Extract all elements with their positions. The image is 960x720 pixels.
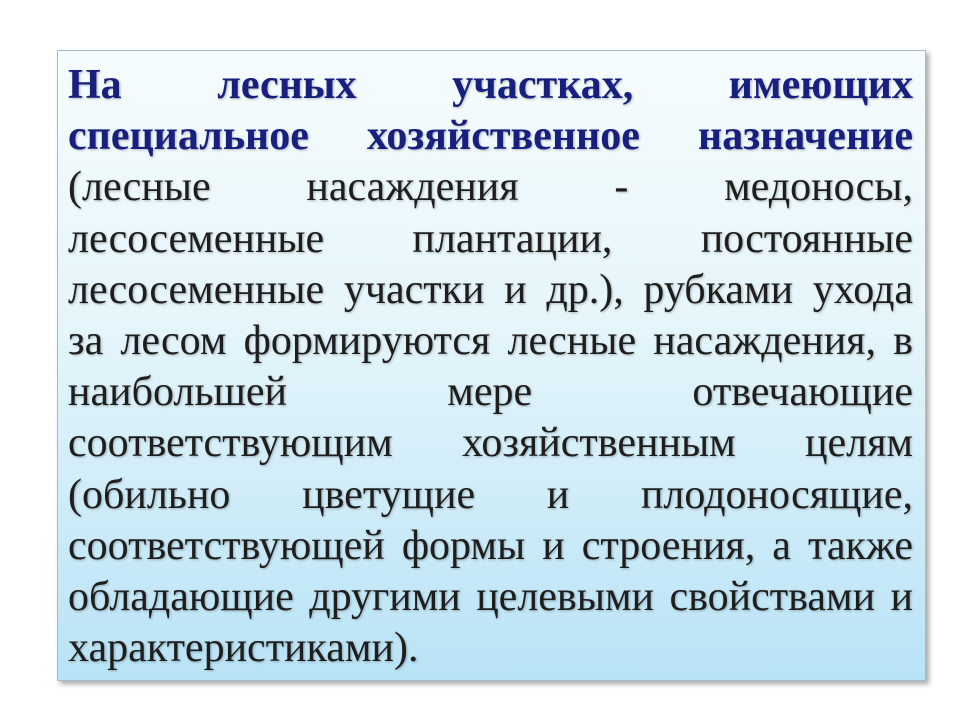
text-line: соответствующей формы и строения, а также [68, 522, 913, 569]
text-line: обладающие другими целевыми свойствами и [68, 573, 913, 620]
paragraph [68, 60, 913, 674]
text-line: (лесные насаждения - медоносы, [68, 164, 913, 211]
text-box [57, 50, 926, 681]
text-line: наибольшей мере отвечающие [68, 369, 913, 416]
text-line: характеристиками). [68, 625, 419, 672]
text-line: соответствующим хозяйственным целям [68, 420, 913, 467]
text-line: лесосеменные плантации, постоянные [68, 215, 913, 262]
text-line: (обильно цветущие и плодоносящие, [68, 471, 913, 518]
text-line: лесосеменные участки и др.), рубками ухода [68, 266, 913, 313]
text-line: за лесом формируются лесные насаждения, в [68, 317, 913, 364]
highlight-line: На лесных участках, имеющих [68, 62, 913, 108]
highlight-line: специальное хозяйственное назначение [68, 113, 913, 160]
